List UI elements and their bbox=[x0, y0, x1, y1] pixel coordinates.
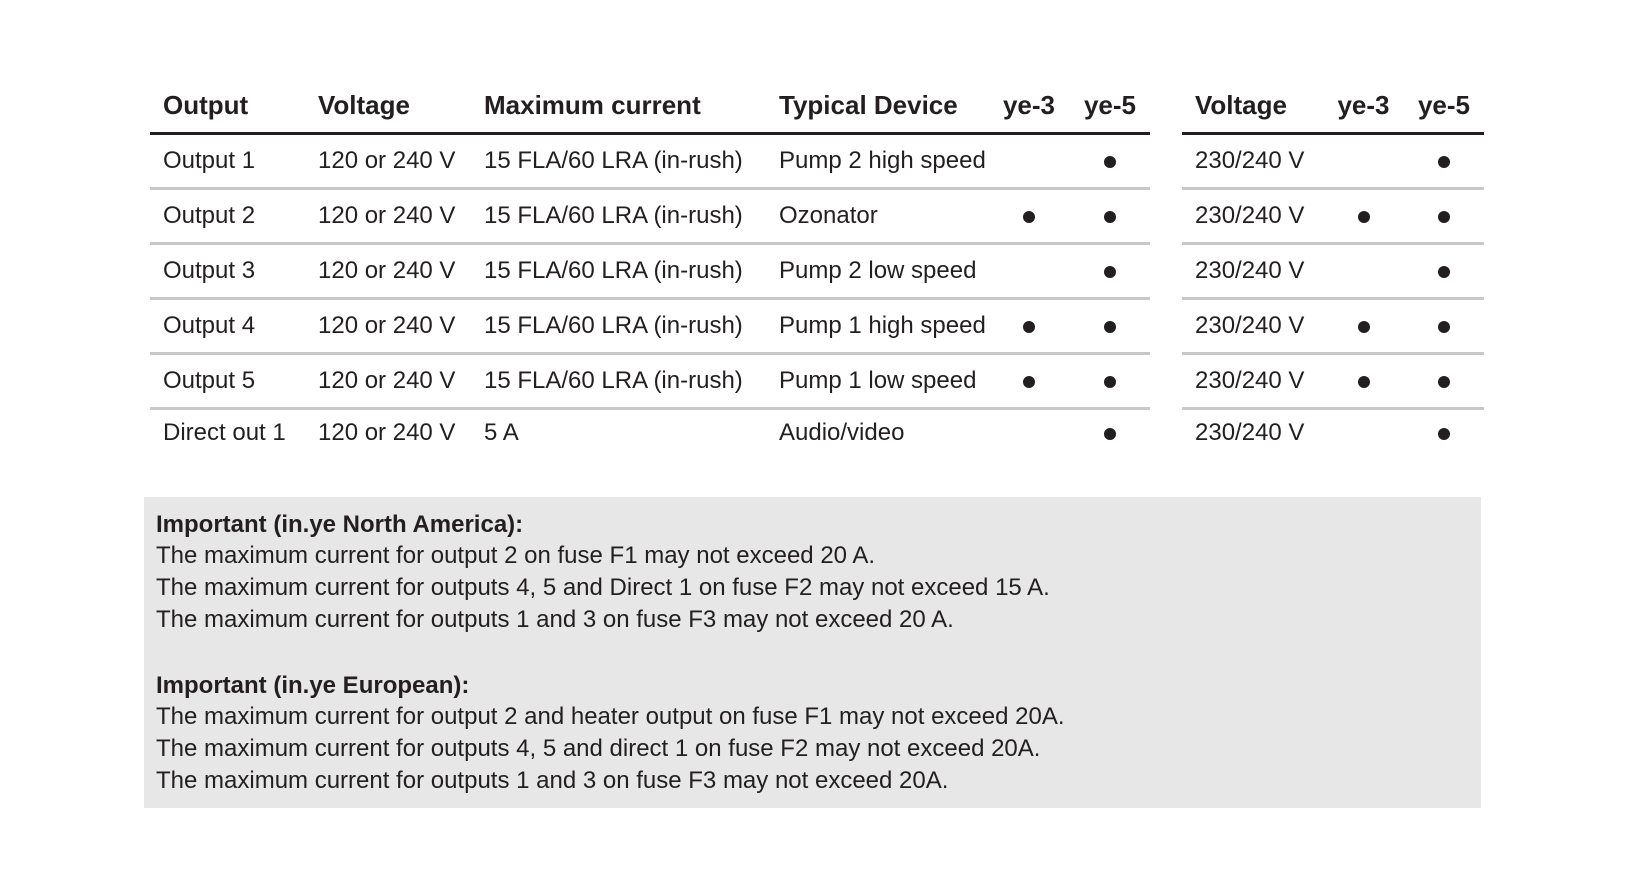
header-ye5-right: ye-5 bbox=[1417, 89, 1471, 120]
note-north-america bbox=[156, 509, 1469, 636]
table-header-right bbox=[1182, 78, 1484, 135]
table-row bbox=[150, 300, 1150, 355]
cell-ye5 bbox=[1070, 257, 1150, 285]
cell-max-current: 15 FLA/60 LRA (in-rush) bbox=[484, 312, 743, 339]
cell-ye3 bbox=[988, 312, 1070, 340]
cell-voltage: 120 or 240 V bbox=[318, 367, 456, 394]
table-row bbox=[150, 245, 1150, 300]
header-ye3: ye-3 bbox=[1002, 89, 1056, 120]
cell-output: Direct out 1 bbox=[163, 419, 286, 446]
check-dot-icon bbox=[1438, 321, 1450, 333]
check-dot-icon bbox=[1438, 211, 1450, 223]
note-line: The maximum current for output 2 on fuse F1 may not exceed 20 A. bbox=[156, 542, 876, 569]
table-row bbox=[150, 190, 1150, 245]
table-row-right bbox=[1182, 245, 1484, 300]
header-ye3-right: ye-3 bbox=[1337, 89, 1390, 120]
cell-typical-device: Audio/video bbox=[779, 419, 905, 446]
header-output: Output bbox=[163, 89, 249, 120]
note-line: The maximum current for outputs 4, 5 and Direct 1 on fuse F2 may not exceed 15 A. bbox=[156, 574, 1050, 601]
cell-ye5-right bbox=[1404, 202, 1484, 230]
european-voltage-table bbox=[1182, 78, 1484, 456]
cell-ye5 bbox=[1070, 202, 1150, 230]
important-notes-box bbox=[144, 497, 1481, 808]
check-dot-icon bbox=[1358, 376, 1370, 388]
header-typical-device: Typical Device bbox=[779, 89, 958, 120]
cell-voltage-right: 230/240 V bbox=[1195, 367, 1305, 394]
cell-voltage: 120 or 240 V bbox=[318, 147, 456, 174]
check-dot-icon bbox=[1104, 321, 1116, 333]
note-title-european: Important (in.ye European): bbox=[156, 672, 470, 699]
header-ye5: ye-5 bbox=[1083, 89, 1137, 120]
cell-output: Output 1 bbox=[163, 147, 256, 174]
cell-typical-device: Pump 1 low speed bbox=[779, 367, 977, 394]
cell-max-current: 15 FLA/60 LRA (in-rush) bbox=[484, 367, 743, 394]
cell-ye3 bbox=[988, 202, 1070, 230]
outputs-table bbox=[150, 78, 1150, 456]
cell-ye3-right bbox=[1323, 367, 1404, 395]
cell-max-current: 5 A bbox=[484, 419, 519, 446]
cell-output: Output 3 bbox=[163, 257, 256, 284]
cell-ye5 bbox=[1070, 367, 1150, 395]
cell-max-current: 15 FLA/60 LRA (in-rush) bbox=[484, 202, 743, 229]
table-row-right bbox=[1182, 300, 1484, 355]
cell-voltage: 120 or 240 V bbox=[318, 202, 456, 229]
note-line: The maximum current for output 2 and heater output on fuse F1 may not exceed 20A. bbox=[156, 703, 1065, 730]
header-voltage-right: Voltage bbox=[1195, 89, 1287, 120]
cell-ye5-right bbox=[1404, 367, 1484, 395]
cell-ye3-right bbox=[1323, 312, 1404, 340]
cell-voltage-right: 230/240 V bbox=[1195, 147, 1305, 174]
check-dot-icon bbox=[1023, 321, 1035, 333]
cell-output: Output 2 bbox=[163, 202, 256, 229]
cell-ye5 bbox=[1070, 312, 1150, 340]
cell-ye5-right bbox=[1404, 419, 1484, 447]
table-row bbox=[150, 410, 1150, 456]
cell-voltage-right: 230/240 V bbox=[1195, 257, 1305, 284]
cell-voltage-right: 230/240 V bbox=[1195, 419, 1305, 446]
cell-typical-device: Pump 2 high speed bbox=[779, 147, 986, 174]
cell-typical-device: Pump 1 high speed bbox=[779, 312, 986, 339]
cell-max-current: 15 FLA/60 LRA (in-rush) bbox=[484, 147, 743, 174]
check-dot-icon bbox=[1358, 211, 1370, 223]
table-row bbox=[150, 355, 1150, 410]
cell-voltage: 120 or 240 V bbox=[318, 257, 456, 284]
table-row-right bbox=[1182, 355, 1484, 410]
check-dot-icon bbox=[1023, 376, 1035, 388]
cell-typical-device: Pump 2 low speed bbox=[779, 257, 977, 284]
note-line: The maximum current for outputs 4, 5 and direct 1 on fuse F2 may not exceed 20A. bbox=[156, 735, 1041, 762]
check-dot-icon bbox=[1438, 428, 1450, 440]
table-row-right bbox=[1182, 190, 1484, 245]
check-dot-icon bbox=[1438, 156, 1450, 168]
cell-ye5-right bbox=[1404, 147, 1484, 175]
cell-voltage-right: 230/240 V bbox=[1195, 312, 1305, 339]
note-title-north-america: Important (in.ye North America): bbox=[156, 511, 524, 538]
cell-ye3-right bbox=[1323, 202, 1404, 230]
cell-max-current: 15 FLA/60 LRA (in-rush) bbox=[484, 257, 743, 284]
cell-ye5 bbox=[1070, 147, 1150, 175]
cell-typical-device: Ozonator bbox=[779, 202, 878, 229]
check-dot-icon bbox=[1438, 376, 1450, 388]
check-dot-icon bbox=[1358, 321, 1370, 333]
header-max-current: Maximum current bbox=[484, 89, 701, 120]
table-row-right bbox=[1182, 410, 1484, 456]
cell-ye5-right bbox=[1404, 312, 1484, 340]
check-dot-icon bbox=[1104, 266, 1116, 278]
table-row bbox=[150, 135, 1150, 190]
cell-ye3 bbox=[988, 367, 1070, 395]
table-header bbox=[150, 78, 1150, 135]
table-row-right bbox=[1182, 135, 1484, 190]
check-dot-icon bbox=[1438, 266, 1450, 278]
note-line: The maximum current for outputs 1 and 3 on fuse F3 may not exceed 20 A. bbox=[156, 606, 954, 633]
header-voltage: Voltage bbox=[318, 89, 410, 120]
cell-voltage-right: 230/240 V bbox=[1195, 202, 1305, 229]
cell-ye5-right bbox=[1404, 257, 1484, 285]
cell-output: Output 5 bbox=[163, 367, 256, 394]
check-dot-icon bbox=[1104, 428, 1116, 440]
check-dot-icon bbox=[1104, 211, 1116, 223]
cell-ye5 bbox=[1070, 419, 1150, 447]
note-line: The maximum current for outputs 1 and 3 on fuse F3 may not exceed 20A. bbox=[156, 767, 949, 794]
cell-output: Output 4 bbox=[163, 312, 256, 339]
check-dot-icon bbox=[1104, 156, 1116, 168]
cell-voltage: 120 or 240 V bbox=[318, 312, 456, 339]
check-dot-icon bbox=[1023, 211, 1035, 223]
note-european bbox=[156, 670, 1469, 797]
check-dot-icon bbox=[1104, 376, 1116, 388]
cell-voltage: 120 or 240 V bbox=[318, 419, 456, 446]
